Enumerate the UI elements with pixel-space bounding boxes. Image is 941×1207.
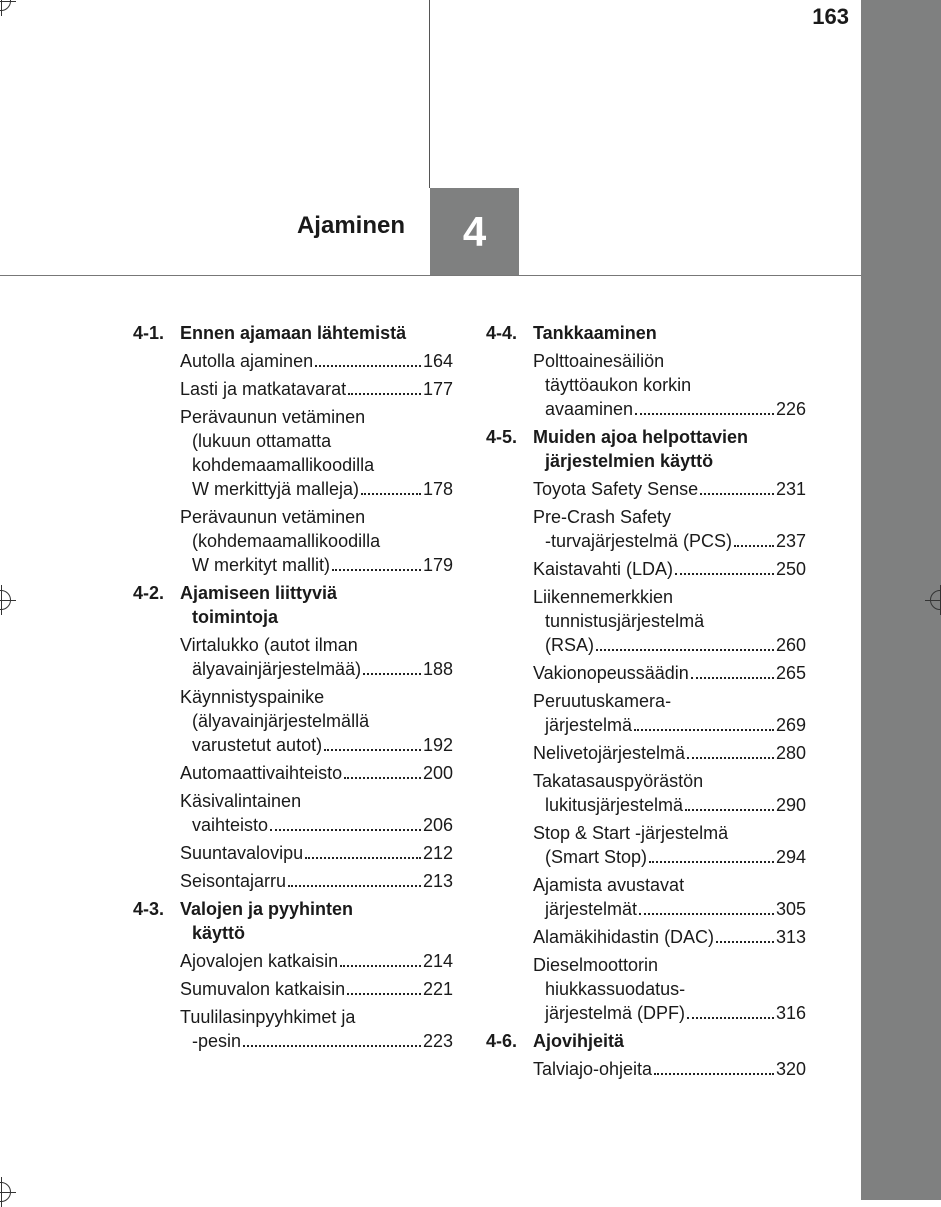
- dot-leader: [363, 673, 421, 675]
- toc-entry-text: tunnistusjärjestelmä: [545, 611, 705, 631]
- section-heading: [486, 321, 806, 345]
- toc-entry-text: Tuulilasinpyyhkimet ja: [180, 1007, 356, 1027]
- dot-leader: [691, 677, 774, 679]
- dot-leader: [243, 1045, 421, 1047]
- dot-leader: [324, 749, 421, 751]
- section-heading: [486, 1029, 806, 1053]
- toc-entry-text: älyavainjärjestelmää): [192, 659, 362, 679]
- toc-entry[interactable]: [180, 377, 453, 401]
- toc-page-number: 316: [775, 1003, 806, 1023]
- toc-entry-text: (kohdemaamallikoodilla: [192, 531, 381, 551]
- toc-entry[interactable]: [533, 1057, 806, 1081]
- section-heading: [133, 581, 453, 629]
- toc-entry-line: [180, 1005, 453, 1029]
- section-title: [533, 425, 806, 473]
- toc-entry-text: Käynnistyspainike: [180, 687, 325, 707]
- toc-entry-line: [533, 661, 806, 685]
- toc-entry-line: [533, 477, 806, 501]
- toc-page-number: 214: [422, 951, 453, 971]
- toc-entry-line: [533, 873, 806, 897]
- toc-entry-line: [180, 429, 453, 453]
- section-number: 4-6.: [486, 1031, 518, 1051]
- toc-entry-text: Alamäkihidastin (DAC): [533, 927, 715, 947]
- toc-entry-text: W merkittyjä malleja): [192, 479, 360, 499]
- toc-entry-line: [533, 397, 806, 421]
- toc-entry-line: [533, 529, 806, 553]
- toc-entry-line: [533, 585, 806, 609]
- toc-entry-text: vaihteisto: [192, 815, 269, 835]
- toc-entry[interactable]: [533, 741, 806, 765]
- toc-entry-line: [180, 349, 453, 373]
- section-heading: [133, 321, 453, 345]
- section-number: 4-3.: [133, 899, 165, 919]
- section-heading: [133, 897, 453, 945]
- toc-page-number: 280: [775, 743, 806, 763]
- section-title-line: Valojen ja pyyhinten: [180, 899, 354, 919]
- toc-entry-text: (lukuun ottamatta: [192, 431, 332, 451]
- toc-page-number: 223: [422, 1031, 453, 1051]
- registration-mark-icon: [0, 0, 11, 11]
- toc-page-number: 212: [422, 843, 453, 863]
- toc-page-number: 305: [775, 899, 806, 919]
- section-number: 4-1.: [133, 323, 165, 343]
- toc-page-number: 178: [422, 479, 453, 499]
- toc-entry-line: [180, 553, 453, 577]
- toc-entry-line: [180, 685, 453, 709]
- dot-leader: [348, 393, 421, 395]
- toc-entry-text: hiukkassuodatus-: [545, 979, 686, 999]
- toc-page-number: 188: [422, 659, 453, 679]
- toc-entry-line: [180, 477, 453, 501]
- toc-entry-text: Ajovalojen katkaisin: [180, 951, 339, 971]
- toc-page-number: 177: [422, 379, 453, 399]
- toc-entry[interactable]: [180, 761, 453, 785]
- toc-entry[interactable]: [180, 977, 453, 1001]
- toc-entry[interactable]: [533, 349, 806, 421]
- toc-entry-text: kohdemaamallikoodilla: [192, 455, 375, 475]
- toc-page-number: 237: [775, 531, 806, 551]
- toc-page-number: 213: [422, 871, 453, 891]
- dot-leader: [734, 545, 774, 547]
- dot-leader: [347, 993, 421, 995]
- toc-entry-line: [533, 373, 806, 397]
- section-title: [180, 897, 453, 945]
- section-title: [533, 1029, 806, 1053]
- toc-entry-text: Talviajo-ohjeita: [533, 1059, 653, 1079]
- toc-entry-text: -turvajärjestelmä (PCS): [545, 531, 733, 551]
- toc-entry-line: [533, 1001, 806, 1025]
- dot-leader: [716, 941, 774, 943]
- toc-entry-line: [180, 869, 453, 893]
- toc-entry[interactable]: [180, 841, 453, 865]
- toc-entry[interactable]: [180, 789, 453, 837]
- dot-leader: [685, 809, 774, 811]
- section-title: [180, 581, 453, 629]
- toc-page-number: 290: [775, 795, 806, 815]
- toc-entry-text: Nelivetojärjestelmä: [533, 743, 686, 763]
- toc-entry[interactable]: [180, 505, 453, 577]
- section-title-line: Ennen ajamaan lähtemistä: [180, 323, 407, 343]
- toc-entry-text: Käsivalintainen: [180, 791, 302, 811]
- toc-entry-line: [533, 505, 806, 529]
- toc-entry-text: täyttöaukon korkin: [545, 375, 692, 395]
- toc-entry-line: [533, 349, 806, 373]
- toc-entry-text: avaaminen: [545, 399, 634, 419]
- section-number: 4-4.: [486, 323, 518, 343]
- toc-entry-line: [533, 769, 806, 793]
- chapter-title: Ajaminen: [296, 212, 405, 239]
- toc-entry-text: järjestelmä (DPF): [545, 1003, 686, 1023]
- section-title-line: käyttö: [192, 923, 246, 943]
- section-title: [180, 321, 453, 345]
- toc-entry[interactable]: [533, 873, 806, 921]
- toc-page-number: 250: [775, 559, 806, 579]
- toc-entry-line: [533, 821, 806, 845]
- section-title-line: Muiden ajoa helpottavien: [533, 427, 749, 447]
- toc-entry[interactable]: [180, 1005, 453, 1053]
- toc-right-column: [486, 317, 806, 1085]
- header-divider-horizontal: [0, 275, 861, 276]
- toc-entry-line: [180, 789, 453, 813]
- registration-mark-icon: [0, 1182, 11, 1202]
- toc-entry-text: (älyavainjärjestelmällä: [192, 711, 370, 731]
- toc-page-number: 294: [775, 847, 806, 867]
- toc-entry-line: [533, 689, 806, 713]
- toc-entry-text: Perävaunun vetäminen: [180, 507, 366, 527]
- toc-entry[interactable]: [533, 557, 806, 581]
- dot-leader: [654, 1073, 774, 1075]
- toc-entry[interactable]: [180, 349, 453, 373]
- toc-entry-text: (RSA): [545, 635, 594, 655]
- toc-entry[interactable]: [533, 661, 806, 685]
- toc-entry-line: [180, 813, 453, 837]
- toc-entry-line: [533, 633, 806, 657]
- toc-left-column: [133, 317, 453, 1057]
- toc-entry-line: [180, 405, 453, 429]
- toc-entry-line: [180, 657, 453, 681]
- toc-entry-text: Suuntavalovipu: [180, 843, 304, 863]
- toc-entry[interactable]: [533, 505, 806, 553]
- toc-entry-text: Toyota Safety Sense: [533, 479, 699, 499]
- dot-leader: [596, 649, 774, 651]
- section-number: 4-2.: [133, 583, 165, 603]
- toc-entry-text: Dieselmoottorin: [533, 955, 659, 975]
- toc-entry-line: [180, 505, 453, 529]
- toc-entry-text: Seisontajarru: [180, 871, 287, 891]
- dot-leader: [305, 857, 421, 859]
- toc-entry-line: [533, 793, 806, 817]
- toc-entry[interactable]: [533, 689, 806, 737]
- toc-entry-text: W merkityt mallit): [192, 555, 330, 575]
- toc-page-number: 179: [422, 555, 453, 575]
- toc-page-number: 206: [422, 815, 453, 835]
- toc-entry[interactable]: [533, 953, 806, 1025]
- toc-entry-text: Lasti ja matkatavarat: [180, 379, 347, 399]
- dot-leader: [649, 861, 774, 863]
- toc-entry[interactable]: [180, 869, 453, 893]
- toc-entry-text: Virtalukko (autot ilman: [180, 635, 358, 655]
- toc-entry[interactable]: [533, 585, 806, 657]
- toc-page-number: 265: [775, 663, 806, 683]
- toc-entry[interactable]: [533, 477, 806, 501]
- toc-entry-text: Polttoainesäiliön: [533, 351, 665, 371]
- toc-entry-text: lukitusjärjestelmä: [545, 795, 684, 815]
- section-title-line: järjestelmien käyttö: [545, 451, 714, 471]
- toc-entry-line: [533, 845, 806, 869]
- dot-leader: [288, 885, 421, 887]
- toc-entry-line: [180, 453, 453, 477]
- dot-leader: [344, 777, 421, 779]
- toc-entry-line: [533, 713, 806, 737]
- section-number: 4-5.: [486, 427, 518, 447]
- toc-entry[interactable]: [180, 949, 453, 973]
- toc-entry[interactable]: [180, 685, 453, 757]
- toc-entry-line: [533, 953, 806, 977]
- toc-entry-text: Pre-Crash Safety: [533, 507, 672, 527]
- toc-entry-line: [180, 733, 453, 757]
- toc-entry-line: [533, 897, 806, 921]
- toc-entry-line: [533, 609, 806, 633]
- chapter-number-box: [430, 188, 519, 275]
- toc-entry-text: Vakionopeussäädin: [533, 663, 689, 683]
- toc-entry-text: varustetut autot): [192, 735, 323, 755]
- toc-page-number: 200: [422, 763, 453, 783]
- toc-entry[interactable]: [533, 821, 806, 869]
- toc-entry[interactable]: [533, 769, 806, 817]
- toc-entry-line: [533, 977, 806, 1001]
- dot-leader: [700, 493, 774, 495]
- toc-entry-text: Takatasauspyörästön: [533, 771, 704, 791]
- toc-entry-line: [533, 741, 806, 765]
- toc-entry-text: Kaistavahti (LDA): [533, 559, 674, 579]
- dot-leader: [635, 413, 774, 415]
- toc-entry-text: järjestelmät: [545, 899, 638, 919]
- toc-entry-line: [180, 377, 453, 401]
- toc-entry[interactable]: [180, 633, 453, 681]
- toc-entry[interactable]: [180, 405, 453, 501]
- toc-entry-text: Automaattivaihteisto: [180, 763, 343, 783]
- registration-mark-icon: [0, 590, 11, 610]
- dot-leader: [315, 365, 421, 367]
- toc-entry-line: [180, 977, 453, 1001]
- toc-page-number: 231: [775, 479, 806, 499]
- toc-page-number: 164: [422, 351, 453, 371]
- toc-entry-line: [180, 1029, 453, 1053]
- toc-page-number: 269: [775, 715, 806, 735]
- toc-entry-line: [180, 709, 453, 733]
- dot-leader: [687, 757, 774, 759]
- toc-entry-line: [180, 633, 453, 657]
- toc-entry-line: [533, 925, 806, 949]
- toc-entry-text: Autolla ajaminen: [180, 351, 314, 371]
- toc-page-number: 221: [422, 979, 453, 999]
- toc-entry-text: Stop & Start -järjestelmä: [533, 823, 729, 843]
- toc-entry-line: [180, 841, 453, 865]
- dot-leader: [270, 829, 421, 831]
- toc-page-number: 313: [775, 927, 806, 947]
- dot-leader: [361, 493, 421, 495]
- toc-entry-text: Peruutuskamera-: [533, 691, 672, 711]
- dot-leader: [687, 1017, 774, 1019]
- dot-leader: [634, 729, 774, 731]
- dot-leader: [639, 913, 774, 915]
- dot-leader: [340, 965, 421, 967]
- toc-page-number: 320: [775, 1059, 806, 1079]
- toc-page-number: 226: [775, 399, 806, 419]
- toc-entry-line: [180, 529, 453, 553]
- section-title-line: Tankkaaminen: [533, 323, 657, 343]
- toc-page-number: 260: [775, 635, 806, 655]
- toc-entry-text: Ajamista avustavat: [533, 875, 685, 895]
- section-heading: [486, 425, 806, 473]
- dot-leader: [332, 569, 421, 571]
- section-title-line: Ajamiseen liittyviä: [180, 583, 338, 603]
- chapter-number: 4: [462, 207, 487, 255]
- toc-entry-line: [180, 761, 453, 785]
- toc-page-number: 192: [422, 735, 453, 755]
- section-title-line: Ajovihjeitä: [533, 1031, 625, 1051]
- toc-entry-line: [533, 557, 806, 581]
- dot-leader: [675, 573, 774, 575]
- page-number: 163: [812, 4, 849, 29]
- toc-entry-text: -pesin: [192, 1031, 242, 1051]
- section-title-line: toimintoja: [192, 607, 278, 627]
- header-divider-vertical: [429, 0, 430, 188]
- toc-entry-line: [180, 949, 453, 973]
- toc-entry-text: Perävaunun vetäminen: [180, 407, 366, 427]
- toc-entry[interactable]: [533, 925, 806, 949]
- toc-entry-text: Liikennemerkkien: [533, 587, 674, 607]
- section-title: [533, 321, 806, 345]
- toc-entry-line: [533, 1057, 806, 1081]
- toc-entry-text: Sumuvalon katkaisin: [180, 979, 346, 999]
- toc-entry-text: järjestelmä: [545, 715, 633, 735]
- toc-entry-text: (Smart Stop): [545, 847, 648, 867]
